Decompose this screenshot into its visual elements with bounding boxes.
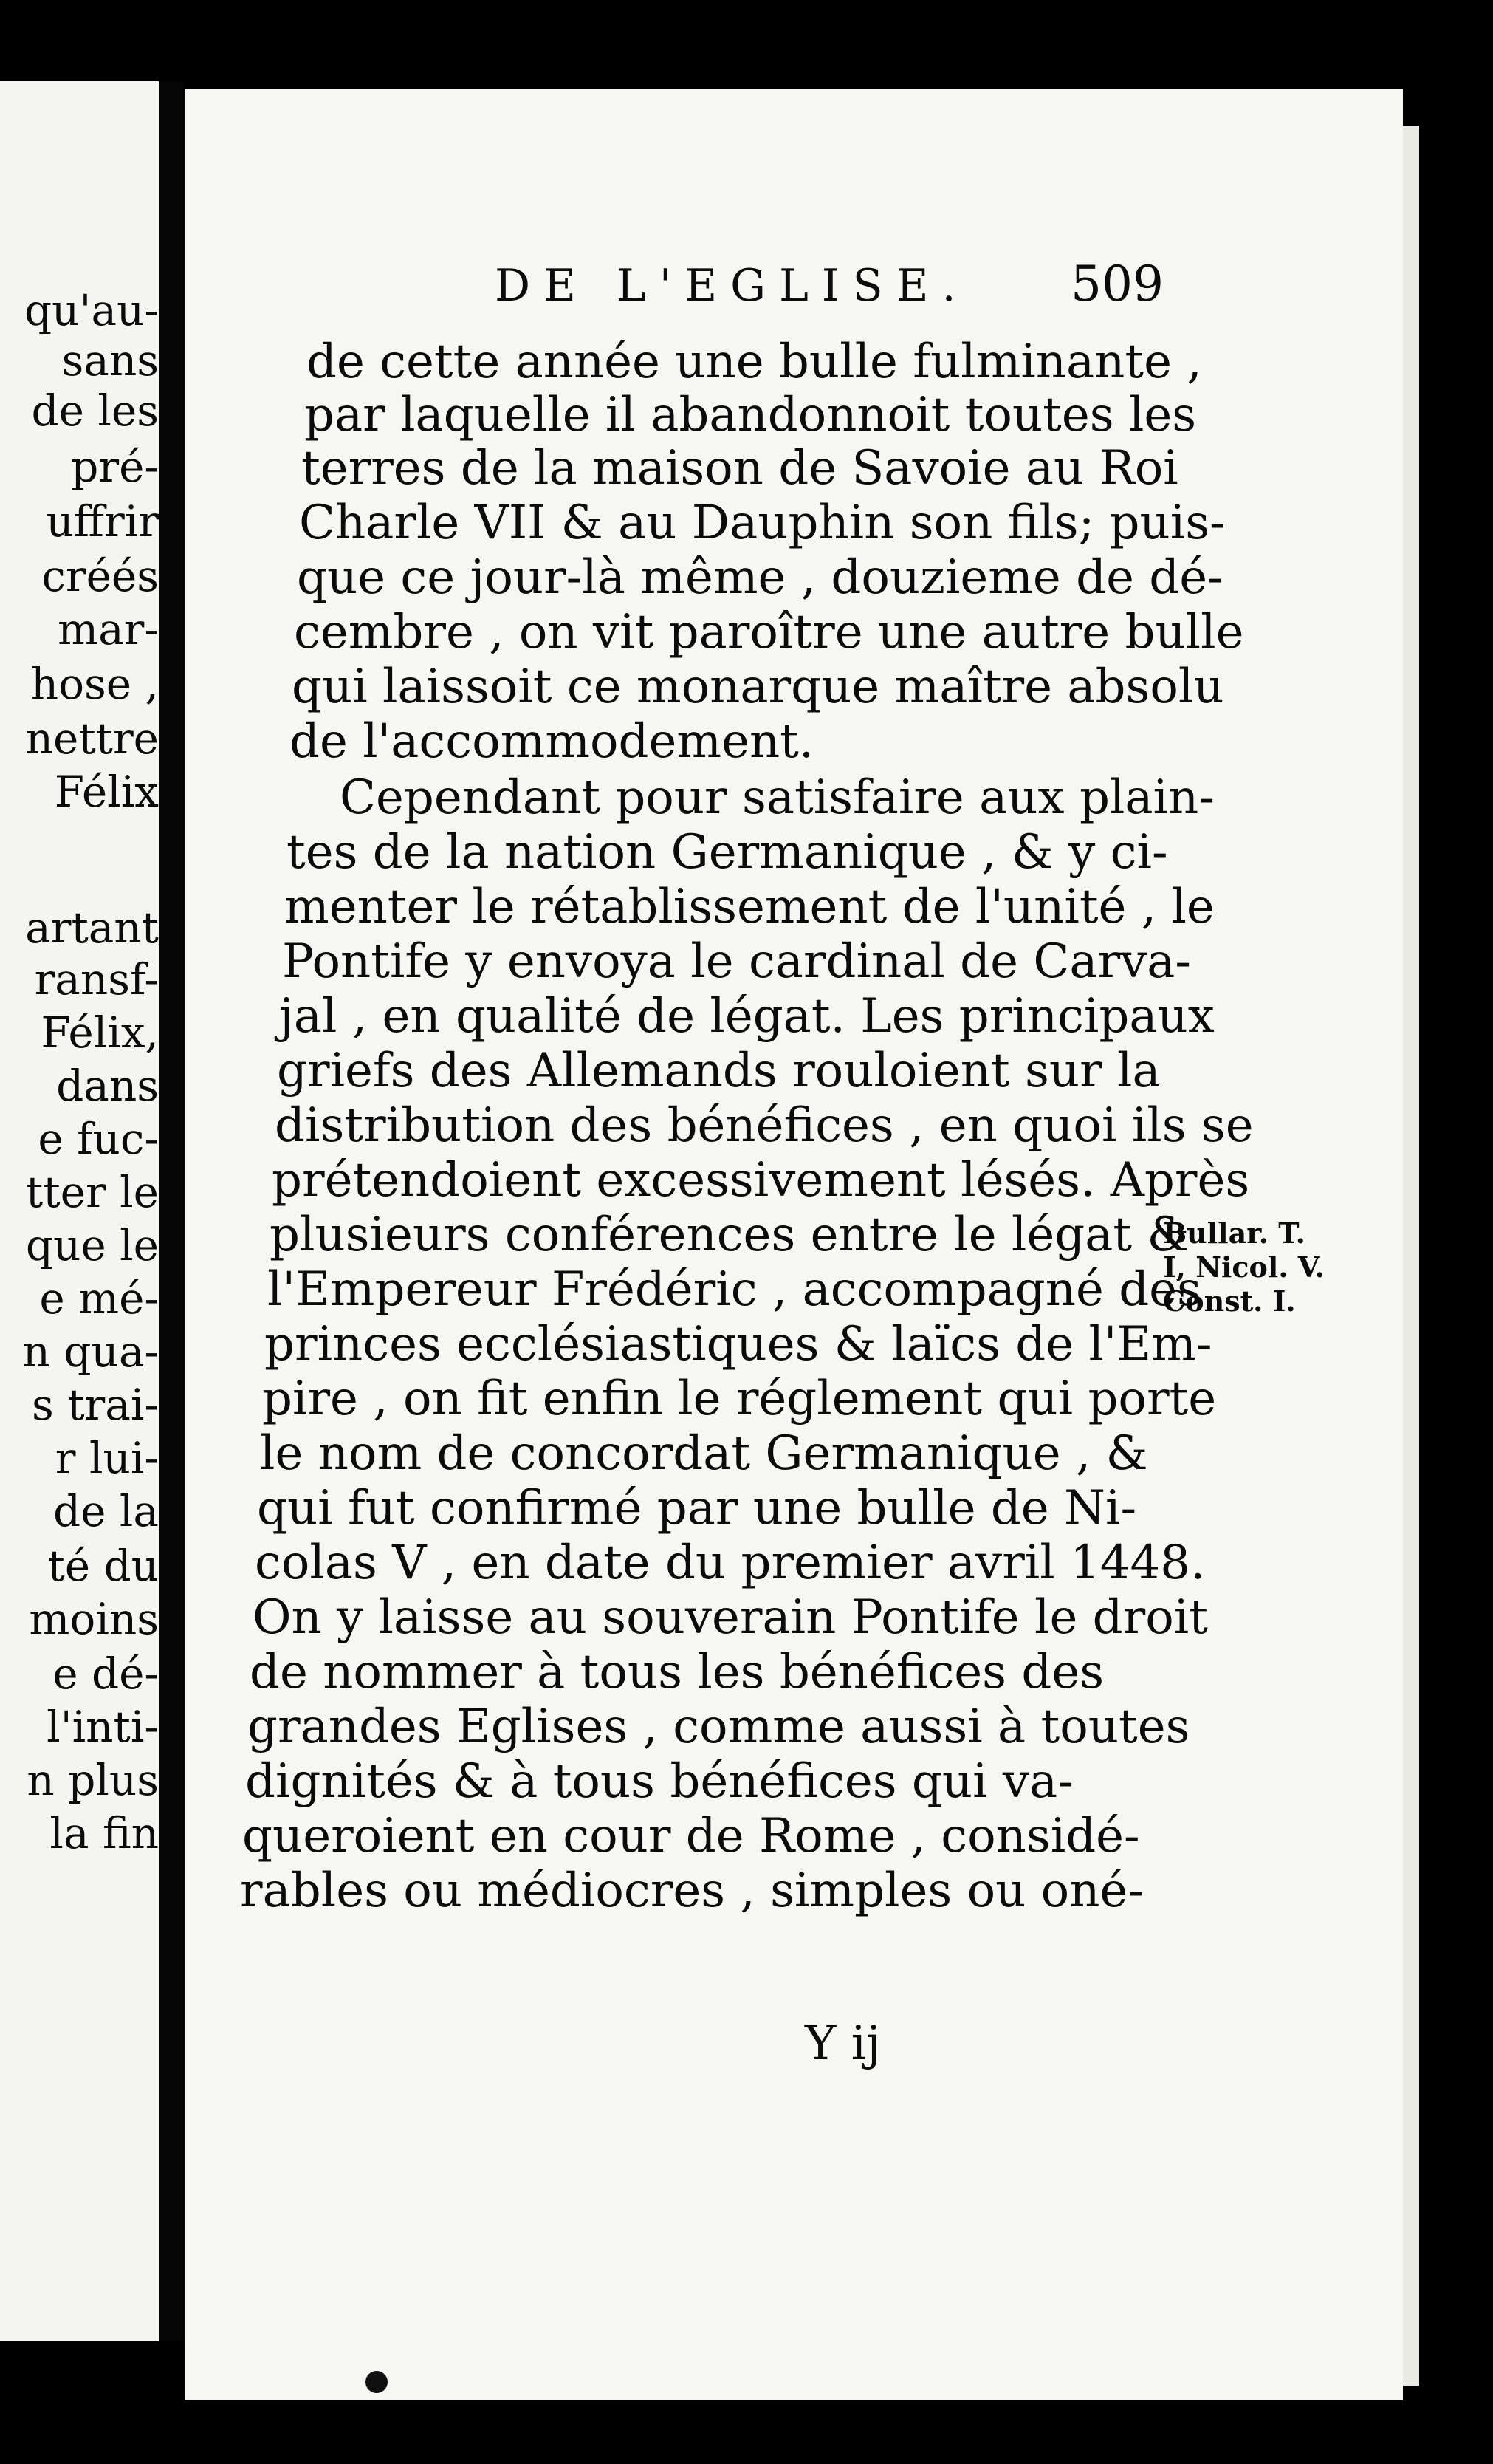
margin-note-line: I, Nicol. V. <box>1163 1250 1325 1284</box>
left-page-line: r lui- <box>55 1433 159 1483</box>
left-page-line: sans <box>61 335 159 386</box>
ink-spot <box>365 2371 388 2393</box>
left-page-line: n plus <box>27 1755 159 1805</box>
text-line: cembre , on vit paroître une autre bulle <box>294 605 1244 660</box>
left-page-line: tter le <box>26 1167 159 1217</box>
left-page-line: n qua- <box>22 1327 159 1377</box>
text-line: l'Empereur Frédéric , accompagné des <box>267 1262 1201 1317</box>
left-page-line: e mé- <box>39 1273 159 1324</box>
left-page-line: moins <box>29 1594 159 1644</box>
left-page-line: de les <box>31 386 159 436</box>
text-line: tes de la nation Germanique , & y ci- <box>286 825 1168 880</box>
paragraph-start-line: Cependant pour satisfaire aux plain- <box>340 770 1215 825</box>
page-edge <box>1403 126 1419 2386</box>
text-line: pire , on fit enfin le réglement qui porte <box>262 1372 1217 1426</box>
left-page-line: Félix <box>54 767 159 817</box>
text-line: prétendoient excessivement lésés. Après <box>272 1153 1250 1208</box>
margin-note-line: Const. I. <box>1163 1284 1296 1318</box>
left-page-line: Félix, <box>41 1007 159 1058</box>
text-line: Pontife y envoya le cardinal de Carva- <box>282 934 1191 989</box>
page-number: 509 <box>1071 256 1164 312</box>
text-line: On y laisse au souverain Pontife le droit <box>253 1590 1208 1645</box>
text-line: princes ecclésiastiques & laïcs de l'Em- <box>264 1317 1212 1372</box>
margin-note-line: Bullar. T. <box>1163 1216 1305 1250</box>
text-line: rables ou médiocres , simples ou oné- <box>240 1864 1144 1918</box>
text-line: colas V , en date du premier avril 1448. <box>255 1536 1206 1590</box>
running-title: DE L'EGLISE. <box>495 260 969 312</box>
text-line: par laquelle il abandonnoit toutes les <box>304 388 1197 442</box>
text-line: plusieurs conférences entre le légat & <box>270 1208 1190 1262</box>
left-page-line: créés <box>41 551 159 601</box>
left-page-line: ransf- <box>34 954 159 1005</box>
text-line: que ce jour-là même , douzieme de dé- <box>297 550 1223 605</box>
main-page <box>185 89 1403 2400</box>
left-page-line: s trai- <box>32 1380 159 1430</box>
left-page-line: que le <box>25 1220 159 1270</box>
text-line: le nom de concordat Germanique , & <box>260 1426 1148 1481</box>
left-page-line: nettre <box>25 713 159 764</box>
text-line: jal , en qualité de légat. Les principaux <box>279 989 1215 1044</box>
text-line: terres de la maison de Savoie au Roi <box>301 441 1178 496</box>
text-line: queroient en cour de Rome , considé- <box>242 1809 1140 1864</box>
left-page-line: pré- <box>71 442 159 492</box>
left-page-line: l'inti- <box>47 1702 159 1752</box>
text-line: de nommer à tous les bénéfices des <box>250 1645 1105 1700</box>
text-line: dignités & à tous bénéfices qui va- <box>245 1754 1074 1809</box>
text-line: grandes Eglises , comme aussi à toutes <box>247 1700 1190 1754</box>
left-page-line: artant <box>25 903 159 953</box>
left-page-line: e fuc- <box>38 1114 159 1164</box>
text-line: griefs des Allemands rouloient sur la <box>277 1044 1161 1098</box>
text-line: de l'accommodement. <box>289 714 814 769</box>
text-line: distribution des bénéfices , en quoi ils se <box>275 1098 1254 1153</box>
left-page-fragment <box>0 81 159 2341</box>
book-gutter <box>159 81 185 2341</box>
signature-mark: Y ij <box>805 2016 881 2071</box>
left-page-line: e dé- <box>52 1649 159 1699</box>
left-page-line: la fin <box>49 1808 159 1858</box>
text-line: de cette année une bulle fulminante , <box>306 335 1202 389</box>
text-line: menter le rétablissement de l'unité , le <box>284 880 1215 934</box>
left-page-line: mar- <box>58 604 159 654</box>
left-page-line: dans <box>56 1061 159 1111</box>
text-line: qui fut confirmé par une bulle de Ni- <box>257 1481 1137 1536</box>
left-page-line: hose , <box>30 659 159 709</box>
left-page-line: de la <box>52 1486 159 1536</box>
left-page-line: qu'au- <box>24 285 159 335</box>
text-line: qui laissoit ce monarque maître absolu <box>292 660 1224 714</box>
left-page-line: uffrir <box>46 496 159 547</box>
left-page-line: té du <box>47 1541 159 1591</box>
text-line: Charle VII & au Dauphin son fils; puis- <box>299 496 1226 550</box>
